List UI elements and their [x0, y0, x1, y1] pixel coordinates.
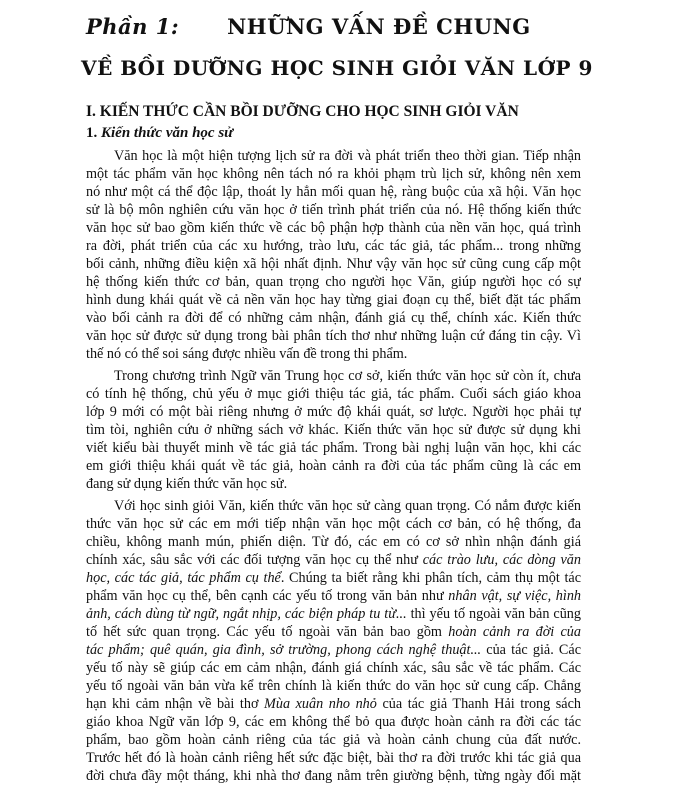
text-line: đời chưa đầy một tháng, khi nhà thơ đang nằm trên giường bệnh, từng ngày đối mặt	[86, 768, 581, 784]
text-line: thế nó có thể soi sáng được nhiều vấn đề trong thi phẩm.	[86, 346, 408, 362]
paragraph-3	[86, 497, 581, 785]
text-line: yếu tố này sẽ giúp các em cảm nhận, đánh giá chính xác, sâu sắc về tác phẩm. Các	[86, 660, 581, 676]
text-line: tìm tòi, nghiên cứu ở những sách vở khác. Kiến thức văn học sử được sử dụng khi	[86, 422, 581, 438]
text-span: của tác giả Thanh Hải trong sách	[376, 696, 581, 712]
part-title-line2: VỀ BỒI DƯỠNG HỌC SINH GIỎI VĂN LỚP 9	[81, 56, 593, 80]
italic-span: ảnh, cách dùng từ ngữ, ngắt nhịp, các biện pháp tu từ...	[86, 606, 407, 622]
subsection-number: 1.	[86, 125, 98, 141]
text-line	[86, 695, 581, 713]
section-heading: I. KIẾN THỨC CẦN BỒI DƯỠNG CHO HỌC SINH GIỎI VĂN	[86, 103, 519, 120]
text-line: chiều, không manh mún, phiến diện. Từ đó, các em có cơ sở nhìn nhận đánh giá	[86, 534, 581, 550]
italic-span: hoàn cảnh ra đời của	[448, 624, 581, 640]
text-line: giáo khoa Ngữ văn lớp 9, các em không thể bỏ qua được hoàn cảnh ra đời các tác	[86, 714, 581, 730]
part-title-line1: NHỮNG VẤN ĐỀ CHUNG	[227, 14, 531, 39]
text-line: bối cảnh, những điều kiện xã hội nhất định. Như vậy văn học sử cũng cung cấp một	[86, 256, 581, 272]
text-line	[86, 641, 581, 659]
text-span: chính xác, sâu sắc với các đối tượng văn học cụ thể như	[86, 552, 418, 568]
text-line: phẩm, bao gồm hoàn cảnh riêng của tác giả và hoàn cảnh chung của đất nước.	[86, 732, 581, 748]
text-line: hình dung khái quát về cả nền văn học hay từng giai đoạn cụ thể, biết đặt tác phẩm	[86, 292, 581, 308]
text-line: vào bối cảnh ra đời để có những cảm nhận, đánh giá cụ thể, chính xác. Kiến thức	[86, 310, 581, 326]
text-line: Trong chương trình Ngữ văn Trung học cơ sở, kiến thức văn học sử còn ít, chưa	[114, 368, 581, 384]
italic-span: học, các tác giả, tác phẩm cụ thể	[86, 570, 281, 586]
text-span: của tác giả. Các	[481, 642, 581, 658]
text-line	[86, 569, 581, 587]
text-span: thì yếu tố ngoài văn bản cũng	[406, 606, 581, 622]
text-line: thức văn học sử các em mới tiếp nhận văn học một cách cơ bản, có hệ thống, đa	[86, 516, 581, 532]
text-line: Trước hết đó là hoàn cảnh riêng hết sức đặc biệt, bài thơ ra đời trước khi tác giả qua	[86, 750, 581, 766]
text-span: . Chúng ta biết rằng khi phân tích, cảm thụ một tác	[280, 570, 581, 586]
italic-span: Mùa xuân nho nhỏ	[264, 696, 377, 712]
text-line: một tác phẩm văn học không nên tách nó ra khỏi phạm trù lịch sử, không nên xem	[86, 166, 581, 182]
text-line	[86, 605, 581, 623]
text-line	[86, 587, 581, 605]
text-line: nó như một cá thể độc lập, thoát ly hẳn mối quan hệ, ràng buộc của xã hội. Văn học	[86, 184, 581, 200]
text-line: hệ thống kiến thức cơ bản, quan trọng cho người học Văn, giúp người học có sự	[86, 274, 581, 290]
text-line: văn học sử bao gồm kiến thức về các bộ phận hợp thành của nền văn học, quá trình	[86, 220, 581, 236]
subsection-heading	[86, 125, 233, 142]
text-line: có tính hệ thống, chủ yếu ở mục giới thiệu tác giả, tác phẩm. Cuối sách giáo khoa	[86, 386, 581, 402]
text-span: hạn khi cảm nhận về bài thơ	[86, 696, 259, 712]
italic-span: tác phẩm; quê quán, gia đình, sở trường, phong cách nghệ thuật...	[86, 642, 482, 658]
text-line: lớp 9 mới có một bài riêng nhưng ở mức độ khái quát, sơ lược. Người học phải tự	[86, 404, 581, 420]
part-label: Phần 1:	[86, 14, 180, 39]
text-line: Với học sinh giỏi Văn, kiến thức văn học sử càng quan trọng. Có nắm được kiến	[114, 498, 581, 514]
text-line: Văn học là một hiện tượng lịch sử ra đời và phát triển theo thời gian. Tiếp nhận	[114, 148, 581, 164]
part-title	[86, 14, 606, 48]
paragraph-2	[86, 367, 581, 493]
text-line: đang sử dụng kiến thức văn học sử.	[86, 476, 288, 492]
text-span: tố hết sức quan trọng. Các yếu tố ngoài văn bản bao gồm	[86, 624, 442, 640]
italic-span: nhân vật, sự việc, hình	[448, 588, 581, 604]
subsection-title: Kiến thức văn học sử	[101, 125, 234, 141]
italic-span: các trào lưu, các dòng văn	[422, 552, 581, 568]
text-line: sử là bộ môn nghiên cứu văn học ở tiến trình phát triển của nó. Hệ thống kiến thức	[86, 202, 581, 218]
text-span: phẩm văn học cụ thể, bên cạnh các yếu tố trong văn bản như	[86, 588, 444, 604]
text-line: văn học sử được sử dụng trong bài phân tích thơ như những luận cứ đáng tin cậy. Vì	[86, 328, 581, 344]
text-line: viết kiểu bài thuyết minh về tác giả tác phẩm. Trong bài nghị luận văn học, khi các	[86, 440, 581, 456]
text-line	[86, 623, 581, 641]
paragraph-1	[86, 147, 581, 363]
text-line: ra đời, phát triển của các xu hướng, trào lưu, các tác giả, tác phẩm... trong những	[86, 238, 581, 254]
text-line: yếu tố ngoài văn bản vừa kể trên chính là kiến thức do văn học sử cung cấp. Chẳng	[86, 678, 581, 694]
text-line	[86, 551, 581, 569]
text-line: em giới thiệu khái quát về tác giả, hoàn cảnh ra đời của tác phẩm cũng là các em	[86, 458, 581, 474]
